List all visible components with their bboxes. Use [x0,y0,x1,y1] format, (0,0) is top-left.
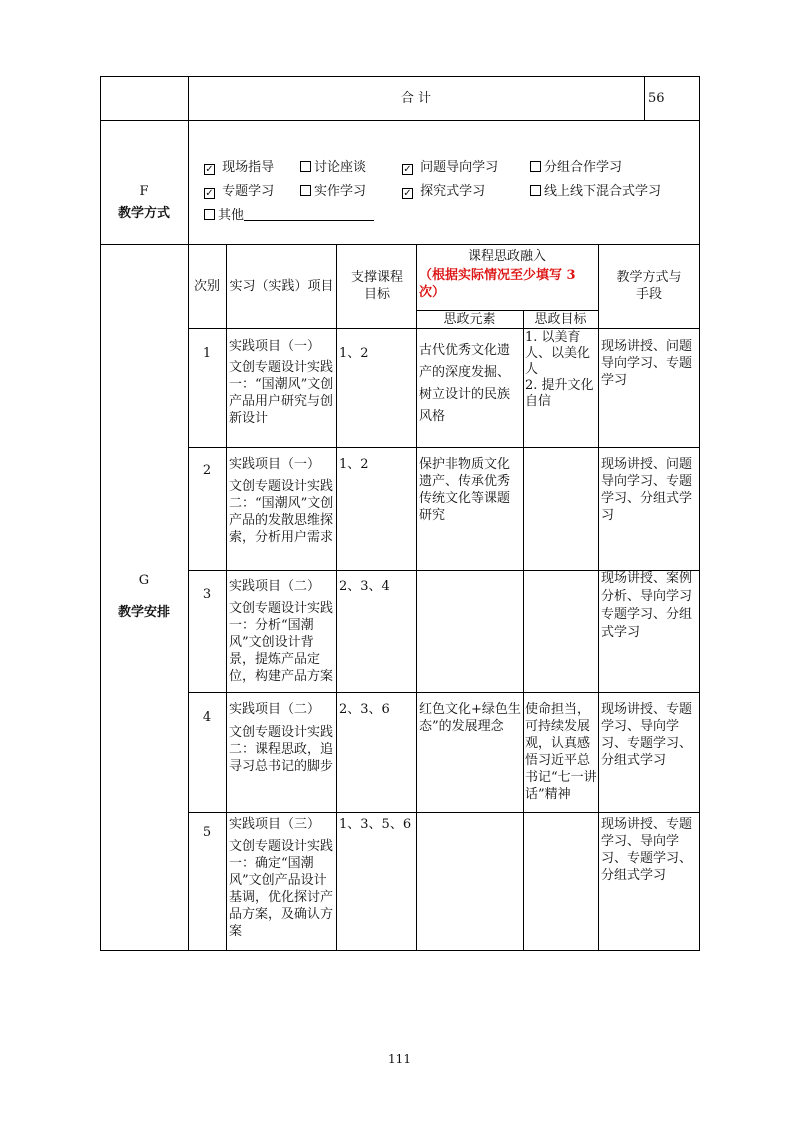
row-index: 2 [202,463,212,478]
header-method: 教学方式与手段 [616,270,682,302]
section-f-title: 教学方式 [117,206,170,221]
row-project: 实践项目（一） [229,339,321,354]
row-project-desc: 文创专题设计实践一：“国潮风”文创产品用户研究与创新设计 [229,360,334,426]
checkbox-icon[interactable] [204,209,215,220]
header-ideo: 课程思政融入 [467,249,546,264]
total-label: 合 计 [400,91,432,106]
row-goal: 1、2 [339,457,369,472]
row-element: 红色文化+绿色生态”的发展理念 [419,702,521,734]
row-index: 3 [202,587,212,602]
header-element: 思政元素 [443,312,496,327]
row-goal: 1、3、5、6 [339,817,412,832]
table-bottom-border [100,950,700,951]
header-ideo-note: （根据实际情况至少填写 3 次） [419,268,576,300]
col-divider [226,244,227,951]
table-top-border [100,76,700,77]
section-g-title: 教学安排 [117,605,170,620]
row-project-desc: 文创专题设计实践二：课程思政，追寻习总书记的脚步 [229,725,334,774]
checkbox-icon[interactable] [530,185,541,196]
label-column-divider [188,76,189,951]
header-project: 实习（实践）项目 [229,279,334,294]
row-project-desc: 文创专题设计实践一：分析“国潮风”文创设计背景，提炼产品定位，构建产品方案 [229,601,334,684]
col-divider [416,244,417,951]
row-element: 古代优秀文化遗产的深度发掘、树立设计的民族风格 [419,343,511,424]
other-blank-line[interactable] [244,208,374,221]
section-f-code: F [139,184,149,199]
checkbox-icon[interactable] [300,161,311,172]
option-other[interactable]: 其他 [204,204,374,223]
row-divider [188,692,699,693]
row-goal: 1、2 [339,346,369,361]
checkbox-icon[interactable] [300,185,311,196]
option-discussion[interactable]: 讨论座谈 [300,156,366,175]
row-divider [100,120,700,121]
checkbox-checked-icon[interactable]: ✓ [205,188,214,199]
col-divider [336,244,337,951]
row-element: 保护非物质文化遗产、传承优秀传统文化等课题研究 [419,457,511,523]
total-value: 56 [648,91,665,106]
checkbox-icon[interactable] [530,161,541,172]
row-method: 现场讲授、专题学习、导向学习、专题学习、分组式学习 [601,702,693,768]
option-topic-learning[interactable]: ✓ 专题学习 [205,184,275,199]
row-method: 现场讲授、问题导向学习、专题学习 [601,339,693,388]
option-inquiry[interactable]: ✓ 探究式学习 [403,184,486,199]
table-right-border [699,76,700,951]
checkbox-checked-icon[interactable]: ✓ [403,188,412,199]
header-target: 思政目标 [534,312,587,327]
row-method: 现场讲授、问题导向学习、专题学习、分组式学习 [601,457,693,523]
page-number: 111 [388,1052,411,1066]
row-index: 1 [202,346,212,361]
col-divider [598,244,599,951]
option-group-cooperation[interactable]: 分组合作学习 [530,156,622,175]
row-project-desc: 文创专题设计实践二：“国潮风”文创产品的发散思维探索，分析用户需求 [229,479,334,545]
checkbox-checked-icon[interactable]: ✓ [205,164,214,175]
option-onsite-guidance[interactable]: ✓ 现场指导 [205,160,275,175]
row-divider [188,447,699,448]
header-goal: 支撑课程目标 [350,270,403,302]
section-g-code: G [138,573,150,588]
header-index: 次别 [193,279,220,294]
row-index: 5 [202,825,212,840]
option-practical[interactable]: 实作学习 [300,180,366,199]
row-method: 现场讲授、专题学习、导向学习、专题学习、分组式学习 [601,817,693,883]
row-target: 1. 以美育人、以美化人 2. 提升文化自信 [525,330,594,409]
row-project: 实践项目（三） [229,817,321,832]
row-method: 现场讲授、案例分析、导向学习专题学习、分组式学习 [601,571,693,640]
row-target: 使命担当，可持续发展观，认真感悟习近平总书记“七一讲话”精神 [525,702,597,802]
row-project: 实践项目（二） [229,702,321,717]
header-bottom [188,328,699,329]
col-divider [523,310,524,951]
row-goal: 2、3、4 [339,579,390,594]
row-index: 4 [202,710,212,725]
row-divider [188,812,699,813]
checkbox-checked-icon[interactable]: ✓ [403,164,412,175]
total-divider [644,76,645,120]
row-project-desc: 文创专题设计实践一：确定“国潮风”文创产品设计基调，优化探讨产品方案，及确认方案 [229,839,334,939]
row-project: 实践项目（一） [229,457,321,472]
row-divider [100,244,700,245]
row-project: 实践项目（二） [229,579,321,594]
option-problem-based[interactable]: ✓ 问题导向学习 [403,160,499,175]
option-blended[interactable]: 线上线下混合式学习 [530,180,661,199]
row-goal: 2、3、6 [339,702,390,717]
